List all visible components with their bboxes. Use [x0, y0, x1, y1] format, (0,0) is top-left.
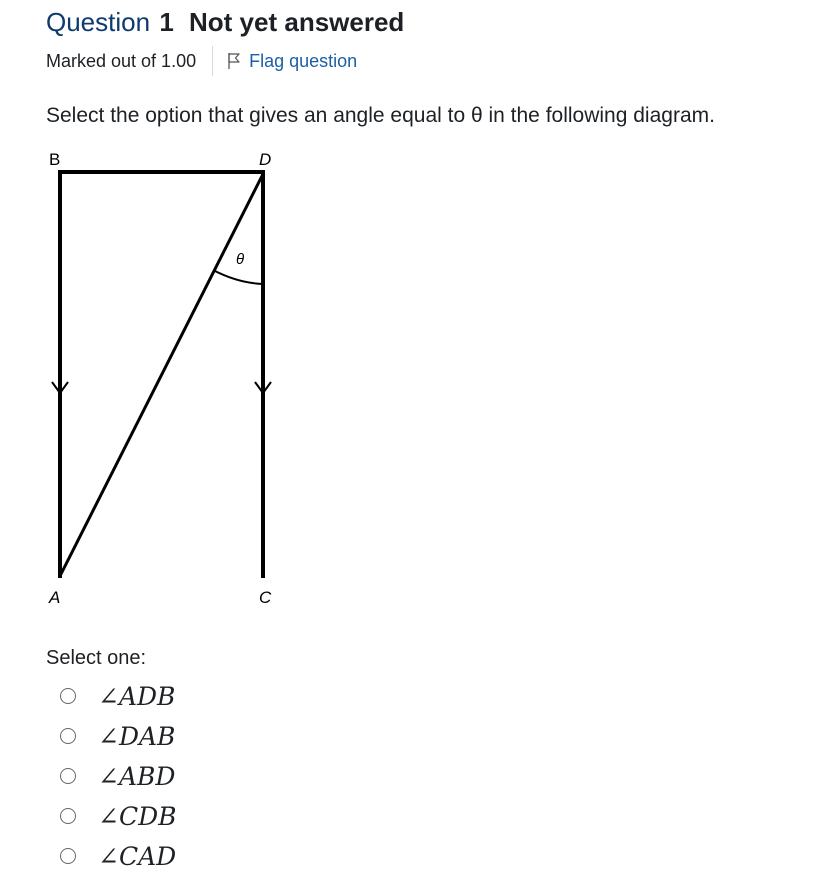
radio-button[interactable]: [60, 728, 76, 744]
option-4[interactable]: [58, 836, 177, 876]
option-label: ∠DAB: [98, 721, 176, 751]
option-label: ∠CAD: [98, 841, 177, 871]
option-label: ∠ADB: [98, 681, 176, 711]
select-one-prompt: Select one:: [46, 647, 147, 669]
label-b: B: [49, 150, 61, 169]
label-c: C: [259, 588, 272, 607]
marked-out-of: Marked out of 1.00: [46, 50, 197, 71]
segment-da: [60, 174, 263, 576]
option-3[interactable]: [58, 796, 177, 836]
label-theta: θ: [236, 251, 245, 268]
option-label: ∠CDB: [98, 801, 177, 831]
question-word: Question: [46, 7, 151, 37]
option-1[interactable]: [58, 716, 177, 756]
radio-button[interactable]: [60, 688, 76, 704]
option-0[interactable]: [58, 676, 177, 716]
question-state: Not yet answered: [189, 7, 405, 37]
radio-button[interactable]: [60, 808, 76, 824]
question-text: Select the option that gives an angle equal to θ in the following diagram.: [46, 104, 715, 127]
label-a: A: [49, 588, 61, 607]
radio-button[interactable]: [60, 848, 76, 864]
radio-button[interactable]: [60, 768, 76, 784]
option-label: ∠ABD: [98, 761, 176, 791]
label-d: D: [259, 150, 272, 169]
flag-question-label: Flag question: [249, 50, 358, 71]
question-number: 1: [159, 7, 174, 37]
angle-arc: [213, 270, 263, 284]
option-2[interactable]: [58, 756, 177, 796]
answer-options: [58, 676, 177, 876]
